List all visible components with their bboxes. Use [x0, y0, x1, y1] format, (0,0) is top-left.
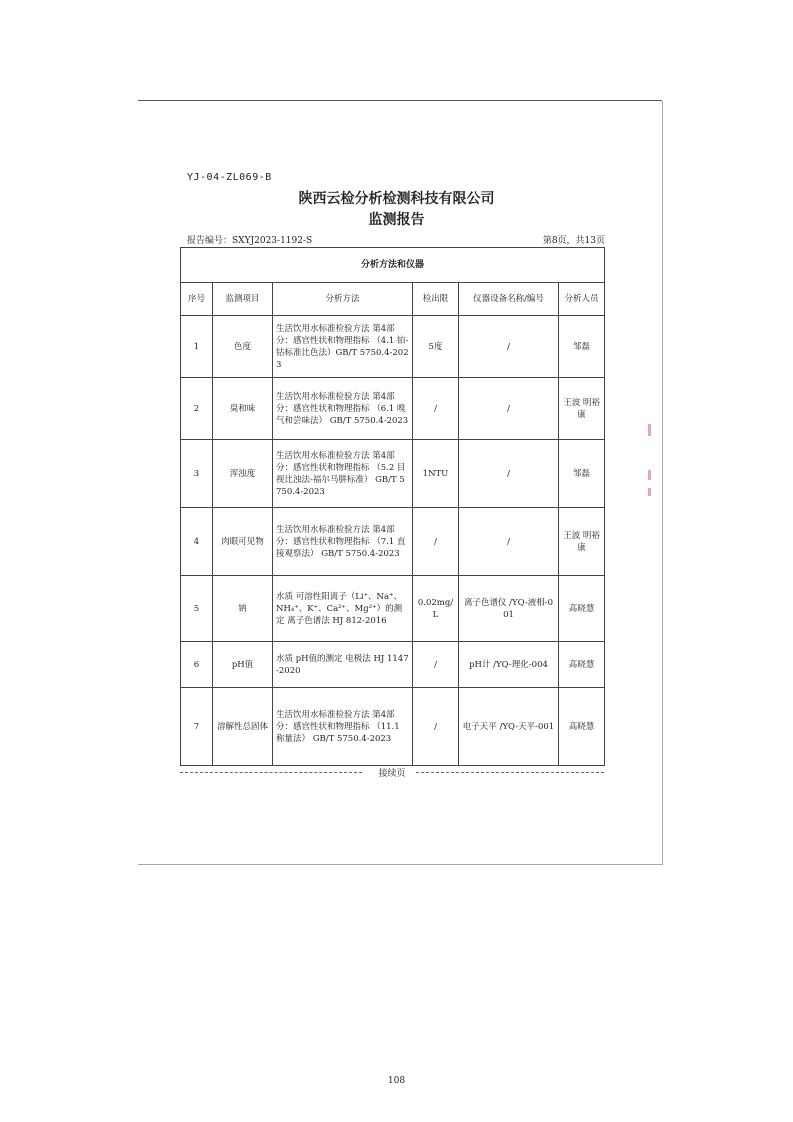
table-row [181, 642, 605, 688]
analysis-method: 生活饮用水标准检验方法 第4部分：感官性状和物理指标 （5.2 目视比浊法-福尔马肼标准） GB/T 5750.4-2023 [273, 440, 413, 508]
column-header: 监测项目 [213, 283, 273, 316]
row-number: 6 [181, 642, 213, 688]
table-row [181, 378, 605, 440]
column-header: 序号 [181, 283, 213, 316]
analysis-method: 生活饮用水标准检验方法 第4部分：感官性状和物理指标 （7.1 直接观察法） GB/T 5750.4-2023 [273, 508, 413, 576]
seal-edge-mark [648, 424, 651, 436]
section-row [181, 248, 605, 283]
analyst: 高晓慧 [559, 576, 605, 642]
row-number: 2 [181, 378, 213, 440]
analyst: 邹磊 [559, 440, 605, 508]
seal-edge-mark [648, 488, 651, 496]
table-row [181, 688, 605, 766]
monitoring-item: 钠 [213, 576, 273, 642]
detection-limit: / [413, 642, 459, 688]
company-name: 陕西云检分析检测科技有限公司 [298, 191, 495, 207]
analyst: 高晓慧 [559, 642, 605, 688]
column-header: 检出限 [413, 283, 459, 316]
detection-limit: / [413, 378, 459, 440]
row-number: 7 [181, 688, 213, 766]
row-number: 5 [181, 576, 213, 642]
report-title: 监测报告 [368, 212, 425, 228]
monitoring-item: 色度 [213, 316, 273, 378]
page-number: 108 [387, 1076, 406, 1086]
continuation-label: 接续页 [378, 769, 406, 779]
detection-limit: 0.02mg/L [413, 576, 459, 642]
analyst: 邹磊 [559, 316, 605, 378]
monitoring-item: 肉眼可见物 [213, 508, 273, 576]
table-row [181, 508, 605, 576]
page-info: 第8页，共13页 [542, 236, 605, 246]
detection-limit: / [413, 688, 459, 766]
analysis-method: 生活饮用水标准检验方法 第4部分：感官性状和物理指标 （4.1 铂-钴标准比色法）GB/T 5750.4-2023 [273, 316, 413, 378]
document-code: YJ-04-ZL069-B [187, 172, 272, 183]
instrument: / [459, 378, 559, 440]
instrument: / [459, 508, 559, 576]
detection-limit: / [413, 508, 459, 576]
analysis-method: 水质 pH值的测定 电极法 HJ 1147-2020 [273, 642, 413, 688]
detection-limit: 1NTU [413, 440, 459, 508]
monitoring-item: 溶解性总固体 [213, 688, 273, 766]
instrument: pH计 /YQ-理化-004 [459, 642, 559, 688]
analysis-method: 水质 可溶性阳离子（Li⁺、Na⁺、NH₄⁺、K⁺、Ca²⁺、Mg²⁺）的测定 离子色谱法 HJ 812-2016 [273, 576, 413, 642]
column-header: 仪器设备名称/编号 [459, 283, 559, 316]
table-row [181, 440, 605, 508]
analyst: 高晓慧 [559, 688, 605, 766]
analyst: 王波 明裕康 [559, 508, 605, 576]
report-number: 报告编号：SXYJ2023-1192-S [187, 236, 313, 246]
continuation-line [180, 767, 604, 777]
instrument: / [459, 316, 559, 378]
monitoring-item: 浑浊度 [213, 440, 273, 508]
detection-limit: 5度 [413, 316, 459, 378]
analyst: 王波 明裕康 [559, 378, 605, 440]
seal-edge-mark [648, 470, 651, 480]
section-title: 分析方法和仪器 [181, 248, 605, 283]
row-number: 1 [181, 316, 213, 378]
table-row [181, 316, 605, 378]
row-number: 4 [181, 508, 213, 576]
instrument: 离子色谱仪 /YQ-液相-001 [459, 576, 559, 642]
monitoring-item: 臭和味 [213, 378, 273, 440]
analysis-method: 生活饮用水标准检验方法 第4部分：感官性状和物理指标 （11.1 称量法） GB/T 5750.4-2023 [273, 688, 413, 766]
instrument: 电子天平 /YQ-天平-001 [459, 688, 559, 766]
row-number: 3 [181, 440, 213, 508]
instrument: / [459, 440, 559, 508]
column-header: 分析方法 [273, 283, 413, 316]
table-row [181, 576, 605, 642]
methods-table [180, 247, 605, 766]
dashed-divider [416, 772, 604, 773]
analysis-method: 生活饮用水标准检验方法 第4部分：感官性状和物理指标 （6.1 嗅气和尝味法） GB/T 5750.4-2023 [273, 378, 413, 440]
column-header: 分析人员 [559, 283, 605, 316]
header-row [181, 283, 605, 316]
monitoring-item: pH值 [213, 642, 273, 688]
